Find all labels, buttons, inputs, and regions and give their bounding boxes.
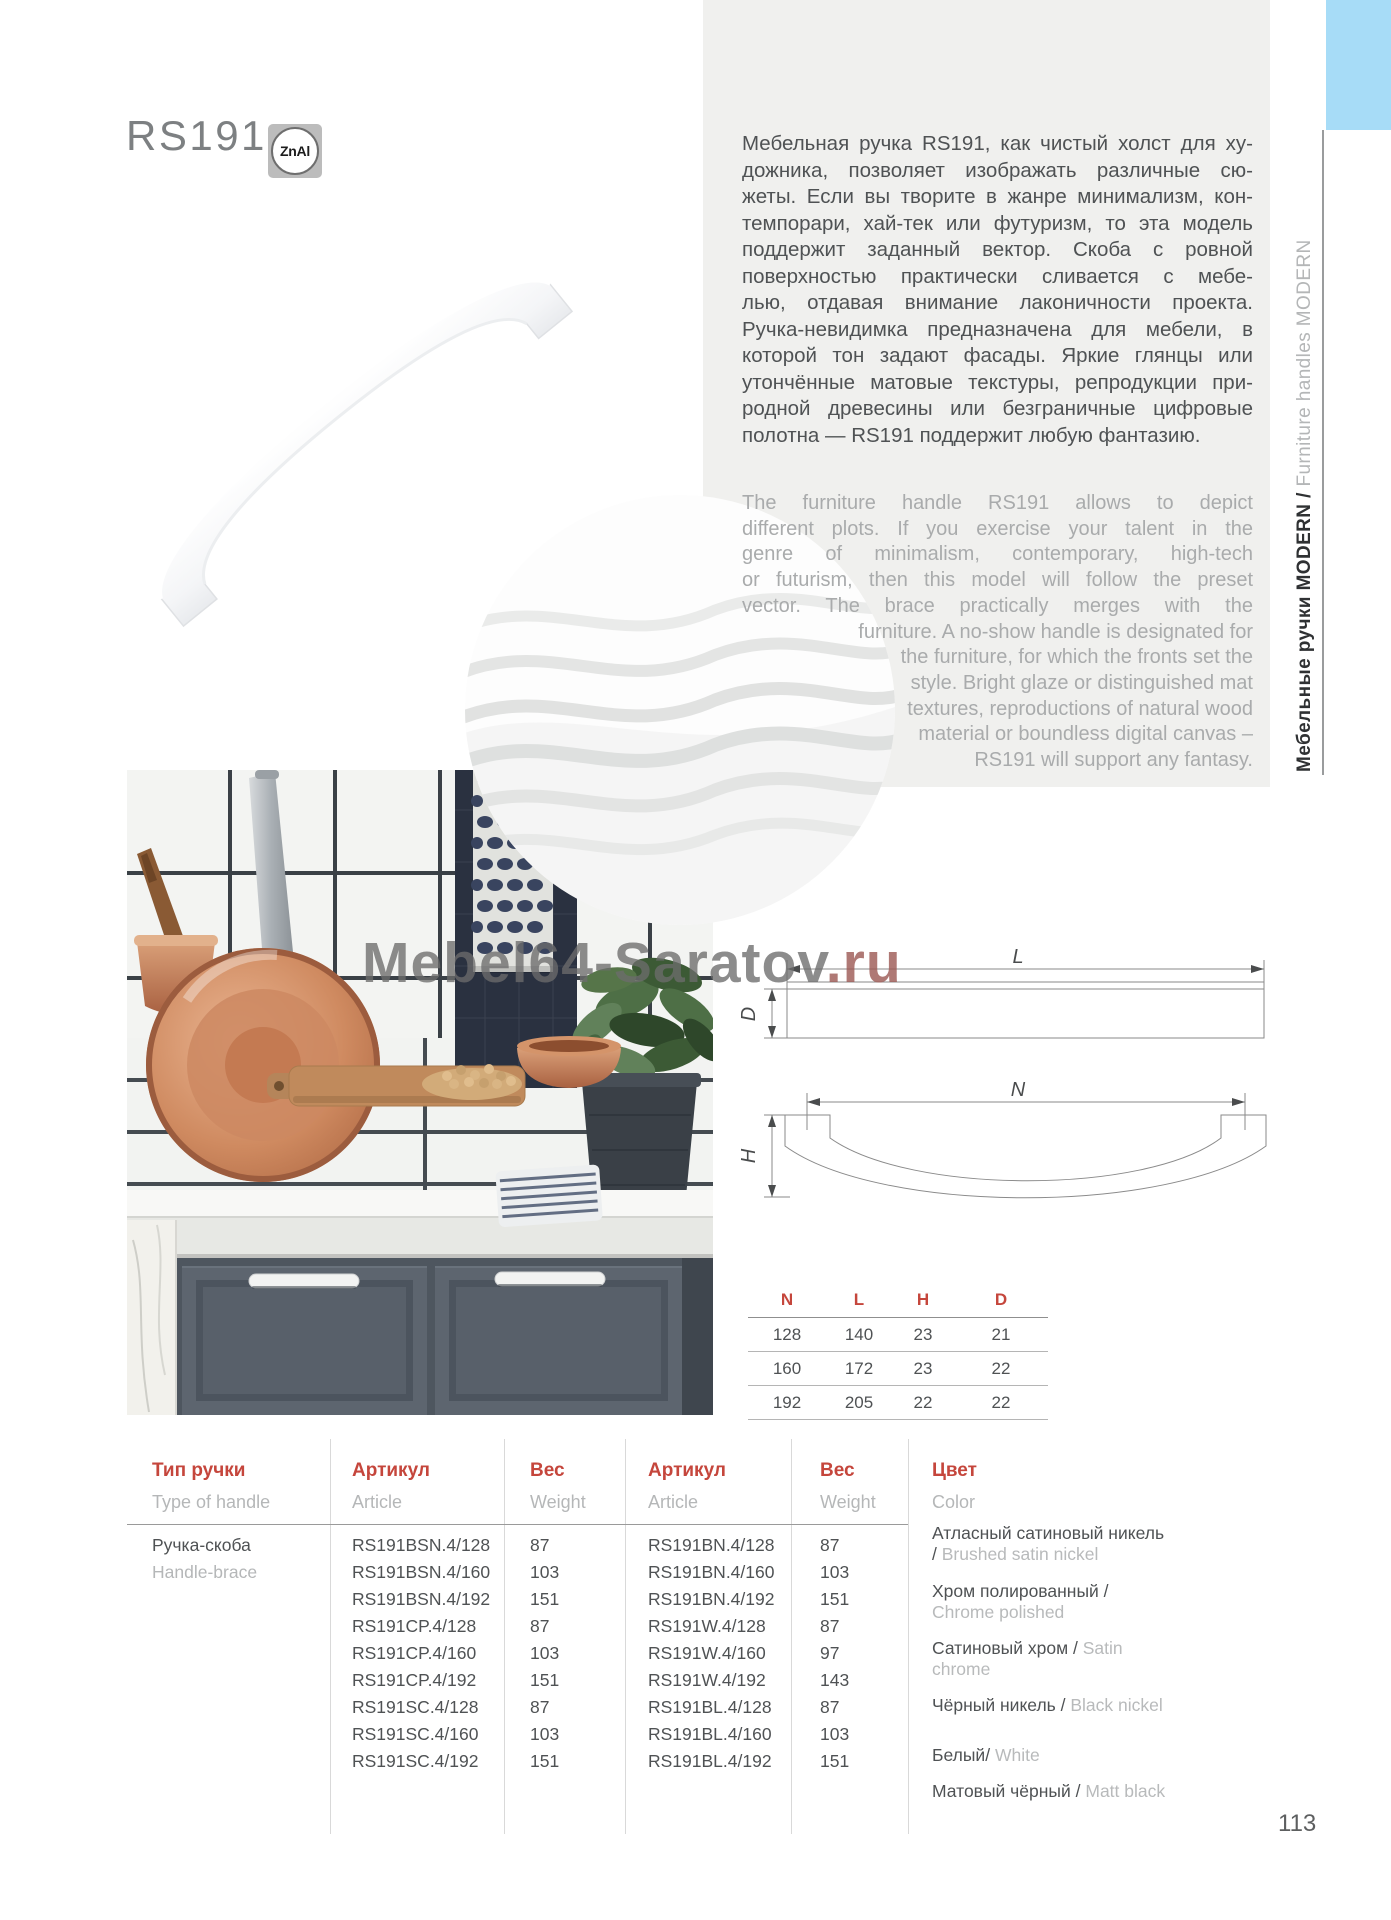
- column-divider: [791, 1439, 792, 1834]
- weight-cell: 87: [530, 1535, 550, 1555]
- color-name-ru: Чёрный никель /: [932, 1695, 1071, 1715]
- color-name-ru: Хром полированный /: [932, 1581, 1109, 1601]
- dim-label-d: D: [738, 1006, 760, 1022]
- description-en-line: RS191 will support any fantasy.: [974, 749, 1253, 772]
- article-cell: RS191BL.4/192: [648, 1751, 772, 1771]
- table-header-ru: Артикул: [352, 1460, 430, 1481]
- handle-type-en: Handle-brace: [152, 1562, 258, 1582]
- dimension-value: 23: [892, 1318, 954, 1352]
- dimension-value: 172: [826, 1352, 892, 1386]
- color-name-ru: Матовый чёрный /: [932, 1781, 1086, 1801]
- table-header-ru: Вес: [530, 1460, 565, 1481]
- article-cell: RS191BSN.4/160: [352, 1562, 491, 1582]
- dimensions-table: [748, 1290, 1048, 1420]
- dim-header-L: L: [826, 1290, 892, 1318]
- watermark-tld: .ru: [825, 931, 902, 995]
- description-en-line: or futurism, then this model will follow the preset: [742, 569, 1253, 592]
- counter: [127, 1190, 713, 1260]
- article-cell: RS191W.4/128: [648, 1616, 766, 1636]
- article-cell: RS191CP.4/128: [352, 1616, 477, 1636]
- table-cells: [820, 1532, 849, 1775]
- table-header-en: Weight: [530, 1492, 586, 1512]
- dim-header-H: H: [892, 1290, 954, 1318]
- article-cell: RS191SC.4/128: [352, 1697, 479, 1717]
- article-cell: RS191BN.4/160: [648, 1562, 775, 1582]
- description-en-line: the furniture, for which the fronts set the: [900, 646, 1253, 669]
- weight-cell: 103: [530, 1724, 560, 1744]
- dimension-row: [748, 1386, 1048, 1420]
- weight-cell: 151: [530, 1670, 560, 1690]
- description-ru-line: Ручка-невидимка предназначена для мебели, в: [742, 317, 1253, 341]
- dimension-value: 22: [954, 1386, 1048, 1420]
- column-divider: [908, 1439, 909, 1834]
- weight-cell: 151: [530, 1751, 560, 1771]
- watermark-main: Mebel64-Saratov: [362, 931, 826, 995]
- color-name-en: Matt black: [1085, 1781, 1166, 1801]
- color-name-en: Satin chrome: [932, 1638, 1123, 1679]
- dim-header-D: D: [954, 1290, 1048, 1318]
- table-header-en: Type of handle: [152, 1492, 271, 1512]
- dimension-value: 21: [954, 1318, 1048, 1352]
- product-table: [127, 1445, 1268, 1855]
- dim-label-n: N: [1010, 1079, 1026, 1101]
- handle-type-ru: Ручка-скоба: [152, 1535, 251, 1555]
- table-header-en: Article: [352, 1492, 403, 1512]
- table-header-ru: Артикул: [648, 1460, 726, 1481]
- description-ru-line: темпорари, хай-тек или футуризм, то эта модель: [742, 211, 1253, 235]
- color-name-en: Black nickel: [1070, 1695, 1163, 1715]
- color-name-en: White: [994, 1745, 1040, 1765]
- color-name-en: Brushed satin nickel: [941, 1544, 1099, 1564]
- type-cells: [152, 1532, 257, 1586]
- article-cell: RS191BL.4/160: [648, 1724, 772, 1744]
- table-cells: [352, 1532, 490, 1775]
- watermark: [362, 930, 902, 996]
- column-divider: [330, 1439, 331, 1834]
- material-badge-circle: [271, 127, 319, 175]
- weight-cell: 97: [820, 1643, 840, 1663]
- description-en-line: genre of minimalism, contemporary, high-tech: [742, 543, 1253, 566]
- table-header-en: Article: [648, 1492, 699, 1512]
- article-cell: RS191BSN.4/192: [352, 1589, 491, 1609]
- article-cell: RS191BSN.4/128: [352, 1535, 491, 1555]
- article-cell: RS191W.4/160: [648, 1643, 766, 1663]
- weight-cell: 87: [820, 1535, 840, 1555]
- description-ru-line: дожника, позволяет изображать различные сю-: [742, 158, 1253, 182]
- dimension-value: 23: [892, 1352, 954, 1386]
- description-en-line: material or boundless digital canvas –: [918, 723, 1253, 746]
- table-header-ru: Вес: [820, 1460, 855, 1481]
- weight-cell: 87: [530, 1697, 550, 1717]
- description-en-line: style. Bright glaze or distinguished mat: [910, 671, 1253, 694]
- weight-cell: 151: [820, 1589, 850, 1609]
- color-option: [932, 1581, 1168, 1623]
- article-cell: RS191BL.4/128: [648, 1697, 772, 1717]
- color-name-ru: Белый/: [932, 1745, 995, 1765]
- article-cell: RS191CP.4/160: [352, 1643, 477, 1663]
- page-number: 113: [1278, 1810, 1317, 1837]
- marble-slab: [127, 1220, 177, 1415]
- weight-cell: 103: [530, 1562, 560, 1582]
- table-header-ru: Цвет: [932, 1460, 977, 1481]
- description-ru-line: родной древесины или безграничные цифровые: [742, 397, 1253, 420]
- description-en-line: vector. The brace practically merges with the: [742, 594, 1253, 617]
- description-ru-line: которой тон задают фасады. Яркие глянцы или: [742, 344, 1253, 367]
- dimension-value: 22: [892, 1386, 954, 1420]
- color-option: [932, 1695, 1168, 1716]
- color-option: [932, 1781, 1168, 1802]
- dimension-value: 128: [748, 1318, 826, 1352]
- weight-cell: 151: [820, 1751, 850, 1771]
- sidebar-category-label: [1294, 239, 1316, 772]
- color-name-ru: Атласный сатиновый никель /: [932, 1523, 1165, 1564]
- table-cells: [530, 1532, 559, 1775]
- material-badge-label: ZnAl: [280, 143, 310, 159]
- table-header-ru: Тип ручки: [152, 1460, 246, 1481]
- description-en-line: The furniture handle RS191 allows to depict: [742, 492, 1253, 514]
- article-cell: RS191CP.4/192: [352, 1670, 477, 1690]
- dimension-row: [748, 1352, 1048, 1386]
- article-cell: RS191W.4/192: [648, 1670, 766, 1690]
- description-ru-line: Мебельная ручка RS191, как чистый холст для ху-: [742, 132, 1253, 155]
- description-en-line: textures, reproductions of natural wood: [907, 697, 1253, 720]
- column-divider: [625, 1439, 626, 1834]
- article-cell: RS191SC.4/160: [352, 1724, 479, 1744]
- description-en-line: different plots. If you exercise your talent in the: [742, 517, 1253, 540]
- sidebar-divider: [1322, 130, 1324, 775]
- weight-cell: 87: [820, 1697, 840, 1717]
- description-ru-line: жеты. Если вы творите в жанре минимализм, кон-: [742, 185, 1253, 208]
- description-ru-line: поверхностью практически сливается с мебе-: [742, 264, 1253, 288]
- description-en-line: furniture. A no-show handle is designated for: [858, 620, 1253, 643]
- color-option: [932, 1745, 1168, 1766]
- striped-towel: [495, 1164, 603, 1227]
- color-option: [932, 1523, 1168, 1565]
- dimension-value: 192: [748, 1386, 826, 1420]
- description-ru-line: утончённые матовые текстуры, репродукции при-: [742, 370, 1253, 394]
- description-ru-line: полотна — RS191 поддержит любую фантазию.: [742, 423, 1201, 447]
- sidebar-category-ru: Мебельные ручки MODERN /: [1294, 486, 1315, 772]
- header-rule: [127, 1524, 908, 1525]
- description-ru-line: поддержит заданный вектор. Скоба с ровной: [742, 238, 1253, 261]
- weight-cell: 87: [530, 1616, 550, 1636]
- dimension-row: [748, 1318, 1048, 1352]
- color-name-en: Chrome polished: [932, 1602, 1065, 1622]
- weight-cell: 87: [820, 1616, 840, 1636]
- sidebar-category-en: Furniture handles MODERN: [1294, 239, 1315, 487]
- dimension-value: 160: [748, 1352, 826, 1386]
- column-divider: [504, 1439, 505, 1834]
- table-header-en: Color: [932, 1492, 976, 1512]
- dim-header-N: N: [748, 1290, 826, 1318]
- cabinets: [127, 1258, 713, 1415]
- table-cells: [648, 1532, 774, 1775]
- weight-cell: 103: [530, 1643, 560, 1663]
- weight-cell: 151: [530, 1589, 560, 1609]
- page-title: RS191: [126, 112, 267, 159]
- description-en: [742, 491, 1253, 774]
- article-cell: RS191BN.4/192: [648, 1589, 775, 1609]
- weight-cell: 143: [820, 1670, 850, 1690]
- dim-label-l: L: [1012, 946, 1024, 968]
- color-name-ru: Сатиновый хром /: [932, 1638, 1083, 1658]
- article-cell: RS191BN.4/128: [648, 1535, 775, 1555]
- section-color-tab: [1326, 0, 1391, 130]
- color-option: [932, 1638, 1168, 1680]
- weight-cell: 103: [820, 1562, 850, 1582]
- dim-label-h: H: [738, 1148, 760, 1164]
- dimension-value: 205: [826, 1386, 892, 1420]
- weight-cell: 103: [820, 1724, 850, 1744]
- description-ru-line: лью, отдавая внимание лаконичности проекта.: [742, 291, 1253, 314]
- dimension-value: 140: [826, 1318, 892, 1352]
- article-cell: RS191SC.4/192: [352, 1751, 479, 1771]
- description-ru: [742, 131, 1253, 449]
- drawing-side-profile: [738, 1079, 1266, 1198]
- table-header-en: Weight: [820, 1492, 876, 1512]
- dimension-value: 22: [954, 1352, 1048, 1386]
- material-badge: [268, 124, 322, 178]
